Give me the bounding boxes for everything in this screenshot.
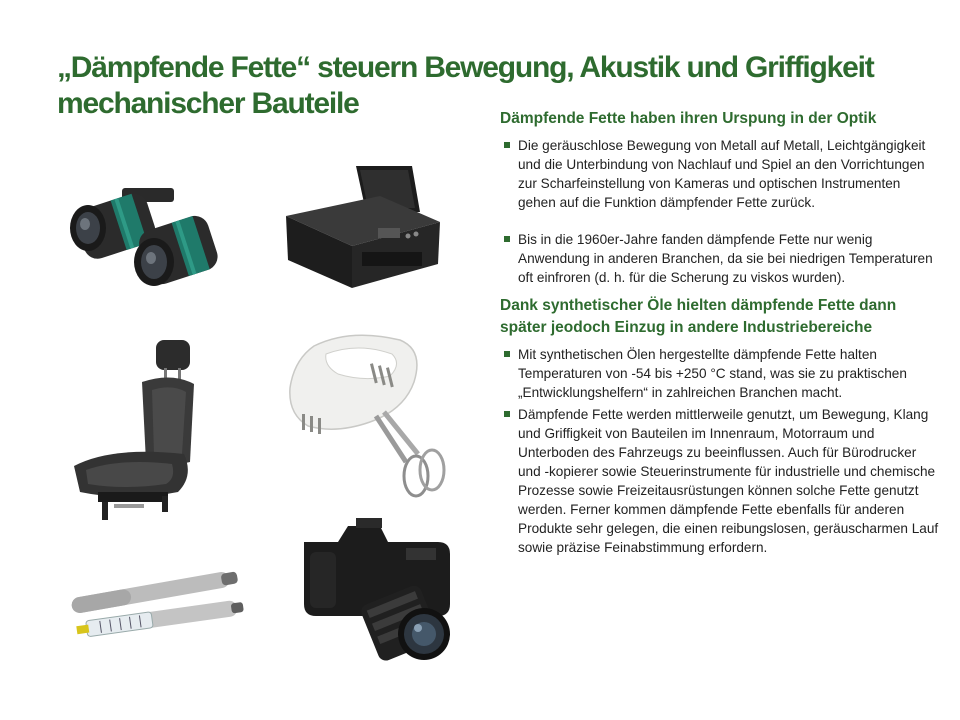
car-seat-image [68,336,208,522]
section-heading-origin: Dämpfende Fette haben ihren Urspung in der Optik [500,110,877,127]
hand-mixer-image [284,330,456,502]
list-item: Die geräuschlose Bewegung von Metall auf Metall, Leichtgängigkeit und die Unterbindung von Nachlauf und Spiel an den Vorrichtungen zur Scharfeinstellung von Kameras und optischen Instrumenten gehen auf die Funktion dämpfender Fette zurück. [500,136,940,212]
section-heading-synthetic-oils: Dank synthetischer Öle hielten dämpfende Fette dann später jeodoch Einzug in andere Industriebereiche [500,297,897,336]
bullet-list-synthetic-oils [500,345,940,557]
binoculars-image [62,170,222,290]
list-item: Mit synthetischen Ölen hergestellte dämpfende Fette halten Temperaturen von -54 bis +250 °C stand, was sie zu praktischen „Entwicklungshelfern“ in zahlreichen Branchen macht. [500,345,940,402]
list-item: Dämpfende Fette werden mittlerweile genutzt, um Bewegung, Klang und Griffigkeit von Bauteilen im Innenraum, Motorraum und Unterboden des Fahrzeugs zu beeinflussen. Auch für Bürodrucker und -kopierer sowie Steuerinstrumente für industrielle und chemische Prozesse sowie Freizeitausrüstungen können solche Fette genutzt werden. Ferner kommen dämpfende Fette ebenfalls für anderen Produkte sehr gelegen, die einen reibungslosen, geräuscharmen Lauf sowie präzise Feinabstimmung erfordern. [500,405,940,557]
list-item: Bis in die 1960er-Jahre fanden dämpfende Fette nur wenig Anwendung in anderen Branchen, da sie bei niedrigen Temperaturen oft einfroren (d. h. für die Scherung zu viskos wurden). [500,230,940,287]
camera-image [298,512,460,662]
text-column [500,106,940,557]
injection-pens-image [64,570,248,642]
slide-title: „Dämpfende Fette“ steuern Bewegung, Akustik und Griffigkeit mechanischer Bauteile [57,51,874,120]
bullet-list-origin [500,136,940,287]
printer-image [282,160,444,292]
